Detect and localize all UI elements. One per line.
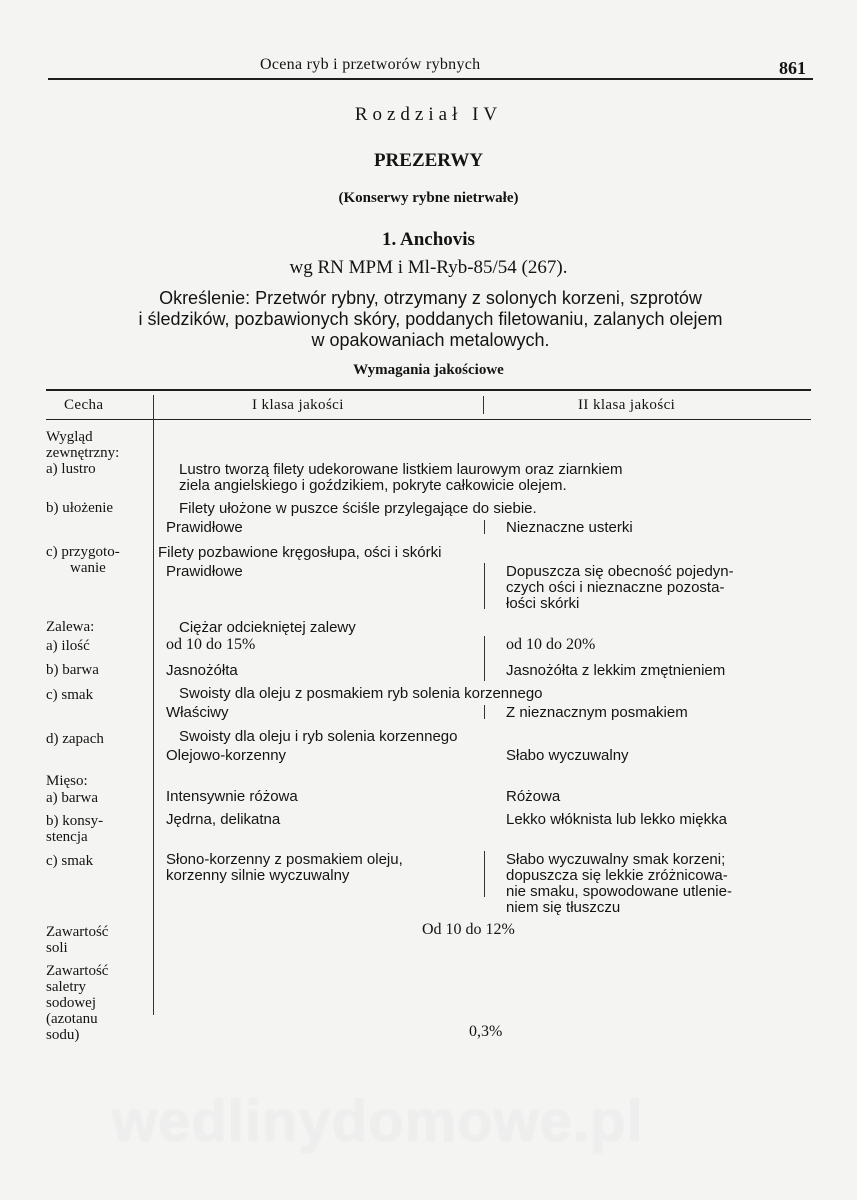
column-header-class-2: II klasa jakości (578, 397, 676, 413)
section-subtitle: (Konserwy rybne nietrwałe) (338, 190, 519, 206)
cell-zalewa-smak-class-1: Właściwy (166, 704, 229, 721)
row-label-lustro: a) lustro (46, 461, 96, 477)
row-label-saletra: (azotanu (46, 1011, 98, 1027)
cell-zalewa-common: Ciężar odciekniętej zalewy (179, 619, 356, 636)
row-label-zalewa-smak: c) smak (46, 687, 94, 703)
row-label-przygotowanie: wanie (70, 560, 106, 576)
class-separator (484, 563, 485, 609)
item-heading: 1. Anchovis (382, 229, 475, 250)
table-header-rule (46, 419, 811, 420)
cell-przygotowanie-class-2: Dopuszcza się obecność pojedyn- (506, 563, 734, 580)
cell-mieso-smak-class-1: korzenny silnie wyczuwalny (166, 867, 350, 884)
cell-zalewa-zapach-class-1: Olejowo-korzenny (166, 747, 287, 764)
cell-mieso-smak-class-1: Słono-korzenny z posmakiem oleju, (166, 851, 403, 868)
cell-lustro: ziela angielskiego i goździkiem, pokryte całkowicie olejem. (179, 477, 567, 494)
row-label-mieso-smak: c) smak (46, 853, 94, 869)
class-separator (484, 520, 485, 534)
table-top-rule (46, 389, 811, 391)
row-label-zalewa-ilosc: a) ilość (46, 638, 90, 654)
page-number: 861 (779, 58, 806, 78)
requirements-heading: Wymagania jakościowe (353, 362, 504, 378)
class-separator (484, 851, 485, 897)
cell-zalewa-barwa-class-1: Jasnożółta (166, 662, 238, 679)
definition-paragraph (48, 288, 813, 351)
group-label-wyglad: zewnętrzny: (46, 445, 120, 461)
row-label-sol: Zawartość (46, 924, 109, 940)
cell-zalewa-ilosc-class-2: od 10 do 20% (506, 636, 596, 653)
cell-mieso-smak-class-2: Słabo wyczuwalny smak korzeni; (506, 851, 726, 868)
cell-mieso-smak-class-2: niem się tłuszczu (506, 899, 621, 916)
cell-mieso-smak-class-2: nie smaku, spowodowane utlenie- (506, 883, 732, 900)
table-column-divider (153, 395, 154, 1015)
cell-mieso-smak-class-2: dopuszcza się lekkie zróżnicowa- (506, 867, 728, 884)
cell-ulozenie-class-1: Prawidłowe (166, 519, 243, 536)
group-label-zalewa: Zalewa: (46, 619, 95, 635)
cell-przygotowanie-common: Filety pozbawione kręgosłupa, ości i skórki (158, 544, 442, 561)
row-label-sol: soli (46, 940, 68, 956)
row-label-ulozenie: b) ułożenie (46, 500, 114, 516)
cell-zalewa-zapach-common: Swoisty dla oleju i ryb solenia korzennego (179, 728, 458, 745)
item-reference: wg RN MPM i Ml-Ryb-85/54 (267). (289, 257, 568, 278)
row-label-saletra: sodu) (46, 1027, 80, 1043)
cell-mieso-barwa-class-1: Intensywnie różowa (166, 788, 298, 805)
row-label-mieso-konsystencja: b) konsy- (46, 813, 104, 829)
cell-ulozenie-common: Filety ułożone w puszce ściśle przylegające do siebie. (179, 500, 537, 517)
row-label-saletra: sodowej (46, 995, 96, 1011)
row-label-saletra: Zawartość (46, 963, 109, 979)
definition-line: Określenie: Przetwór rybny, otrzymany z solonych korzeni, szprotów (159, 288, 702, 308)
group-label-wyglad: Wygląd (46, 429, 93, 445)
group-label-mieso: Mięso: (46, 773, 88, 789)
cell-zalewa-zapach-class-2: Słabo wyczuwalny (506, 747, 629, 764)
cell-przygotowanie-class-2: łości skórki (506, 595, 580, 612)
class-separator (484, 705, 485, 719)
running-head: Ocena ryb i przetworów rybnych (260, 56, 481, 73)
cell-przygotowanie-class-1: Prawidłowe (166, 563, 243, 580)
row-label-mieso-barwa: a) barwa (46, 790, 99, 806)
cell-lustro: Lustro tworzą filety udekorowane listkiem laurowym oraz ziarnkiem (179, 461, 623, 478)
cell-mieso-barwa-class-2: Różowa (506, 788, 561, 805)
cell-zalewa-ilosc-class-1: od 10 do 15% (166, 636, 256, 653)
definition-line: i śledzików, pozbawionych skóry, poddanych filetowaniu, zalanych olejem (138, 309, 723, 329)
row-label-przygotowanie: c) przygoto- (46, 544, 120, 560)
cell-sol-value: Od 10 do 12% (422, 921, 515, 938)
cell-saletra-value: 0,3% (469, 1023, 503, 1040)
row-label-zalewa-barwa: b) barwa (46, 662, 99, 678)
row-label-saletra: saletry (46, 979, 86, 995)
definition-line: w opakowaniach metalowych. (311, 330, 550, 350)
class-separator (484, 636, 485, 681)
header-rule (48, 78, 813, 80)
row-label-zalewa-zapach: d) zapach (46, 731, 104, 747)
column-header-class-1: I klasa jakości (252, 397, 344, 413)
cell-zalewa-smak-class-2: Z nieznacznym posmakiem (506, 704, 688, 721)
cell-mieso-konsystencja-class-2: Lekko włóknista lub lekko miękka (506, 811, 727, 828)
column-header-cecha: Cecha (64, 397, 104, 413)
chapter-heading: Rozdział IV (354, 104, 503, 125)
cell-przygotowanie-class-2: czych ości i nieznaczne pozosta- (506, 579, 725, 596)
watermark: wedlinydomowe.pl (112, 1089, 644, 1154)
cell-zalewa-barwa-class-2: Jasnożółta z lekkim zmętnieniem (506, 662, 726, 679)
cell-zalewa-smak-common: Swoisty dla oleju z posmakiem ryb solenia korzennego (179, 685, 543, 702)
cell-ulozenie-class-2: Nieznaczne usterki (506, 519, 633, 536)
section-title: PREZERWY (373, 150, 484, 171)
cell-mieso-konsystencja-class-1: Jędrna, delikatna (166, 811, 281, 828)
table-column-divider (483, 396, 484, 414)
row-label-mieso-konsystencja: stencja (46, 829, 88, 845)
